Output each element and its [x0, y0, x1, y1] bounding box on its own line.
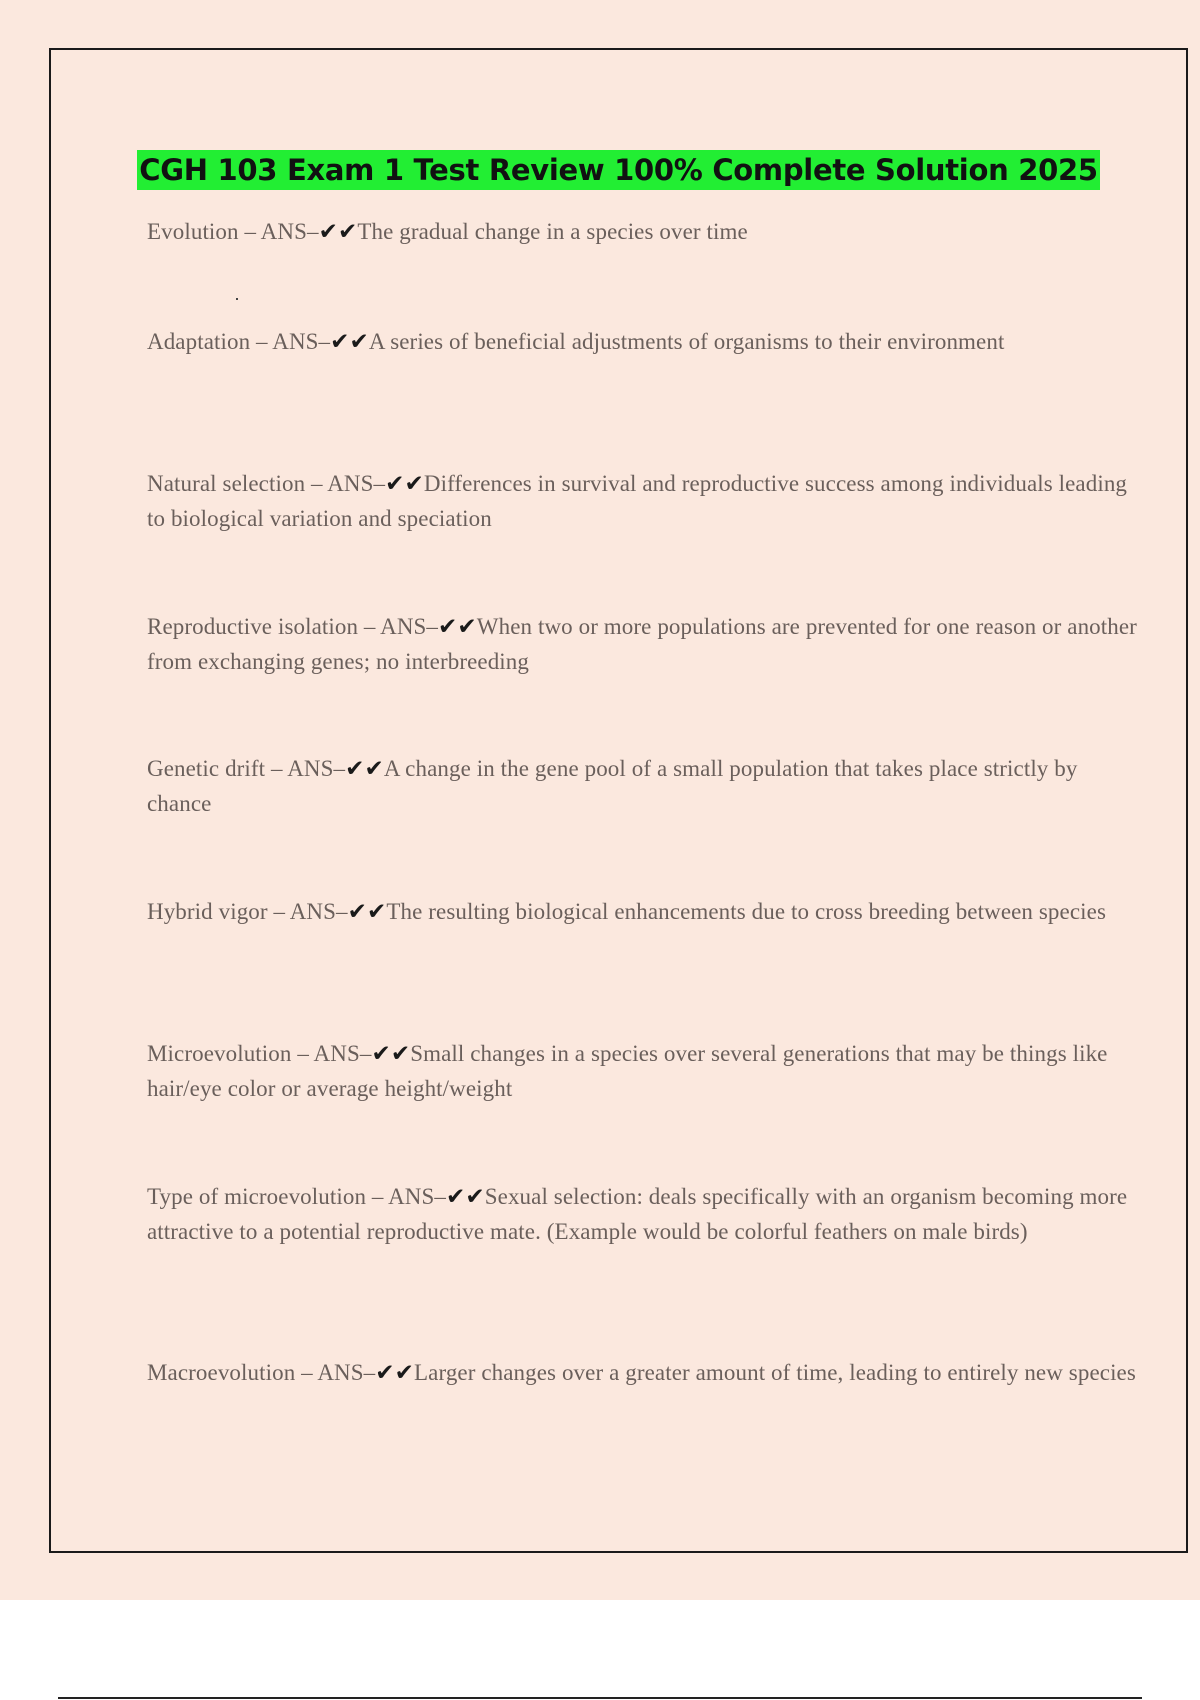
answer-prefix: ANS–	[388, 1184, 446, 1209]
entry-separator: –	[358, 614, 381, 639]
check-icon: ✔✔	[345, 756, 384, 781]
entry-definition: Small changes in a species over several generations that may be things like hair/eye color or average height/weight	[147, 1041, 1108, 1101]
entry	[147, 215, 1147, 250]
entry-definition: When two or more populations are prevented for one reason or another from exchanging genes; no interbreeding	[147, 614, 1137, 674]
entry-definition: The gradual change in a species over time	[357, 219, 748, 244]
entry-term: Macroevolution	[147, 1360, 296, 1385]
entry-separator: –	[250, 329, 273, 354]
entry-term: Adaptation	[147, 329, 251, 354]
entry-definition: Differences in survival and reproductive success among individuals leading to biological variation and speciation	[147, 471, 1128, 531]
footer-divider	[58, 1697, 1142, 1699]
entry-separator: –	[305, 471, 328, 496]
entry	[147, 610, 1147, 679]
answer-prefix: ANS–	[289, 899, 348, 924]
stray-dot	[236, 298, 238, 300]
check-icon: ✔✔	[330, 329, 369, 354]
entry-term: Type of microevolution	[147, 1184, 367, 1209]
answer-prefix: ANS–	[260, 219, 319, 244]
entry-term: Hybrid vigor	[147, 899, 268, 924]
answer-prefix: ANS–	[380, 614, 439, 639]
document-frame	[49, 48, 1188, 1553]
entry-term: Reproductive isolation	[147, 614, 359, 639]
entry	[147, 1180, 1147, 1249]
check-icon: ✔✔	[371, 1041, 411, 1066]
entry-definition: The resulting biological enhancements due to cross breeding between species	[386, 899, 1106, 924]
answer-prefix: ANS–	[313, 1041, 372, 1066]
answer-prefix: ANS–	[327, 471, 386, 496]
entry-definition: A series of beneficial adjustments of organisms to their environment	[368, 329, 1005, 354]
answer-prefix: ANS–	[272, 329, 331, 354]
entry	[147, 1356, 1147, 1391]
entry-separator: –	[265, 756, 288, 781]
entry-separator: –	[295, 1360, 318, 1385]
entry-term: Genetic drift	[147, 756, 266, 781]
check-icon: ✔✔	[318, 219, 358, 244]
answer-prefix: ANS–	[287, 756, 346, 781]
entry	[147, 467, 1147, 536]
entry-separator: –	[366, 1184, 389, 1209]
entry-separator: –	[267, 899, 290, 924]
entry-definition: Larger changes over a greater amount of time, leading to entirely new species	[414, 1360, 1136, 1385]
answer-prefix: ANS–	[317, 1360, 376, 1385]
document-title: CGH 103 Exam 1 Test Review 100% Complete Solution 2025	[137, 150, 1099, 190]
entry-definition: A change in the gene pool of a small population that takes place strictly by chance	[147, 756, 1078, 816]
check-icon: ✔✔	[385, 471, 424, 496]
entry-term: Evolution	[147, 219, 239, 244]
entry-separator: –	[291, 1041, 314, 1066]
entry-definition: Sexual selection: deals specifically with an organism becoming more attractive to a potential reproductive mate. (Example would be colorful feathers on male birds)	[147, 1184, 1128, 1244]
check-icon: ✔✔	[446, 1184, 485, 1209]
entry	[147, 752, 1147, 821]
check-icon: ✔✔	[375, 1360, 415, 1385]
entry	[147, 325, 1147, 360]
check-icon: ✔✔	[347, 899, 387, 924]
entry	[147, 1037, 1147, 1106]
title-container	[51, 150, 1186, 190]
entry	[147, 895, 1147, 930]
entry-term: Microevolution	[147, 1041, 292, 1066]
entry-term: Natural selection	[147, 471, 306, 496]
entry-separator: –	[238, 219, 261, 244]
check-icon: ✔✔	[438, 614, 477, 639]
